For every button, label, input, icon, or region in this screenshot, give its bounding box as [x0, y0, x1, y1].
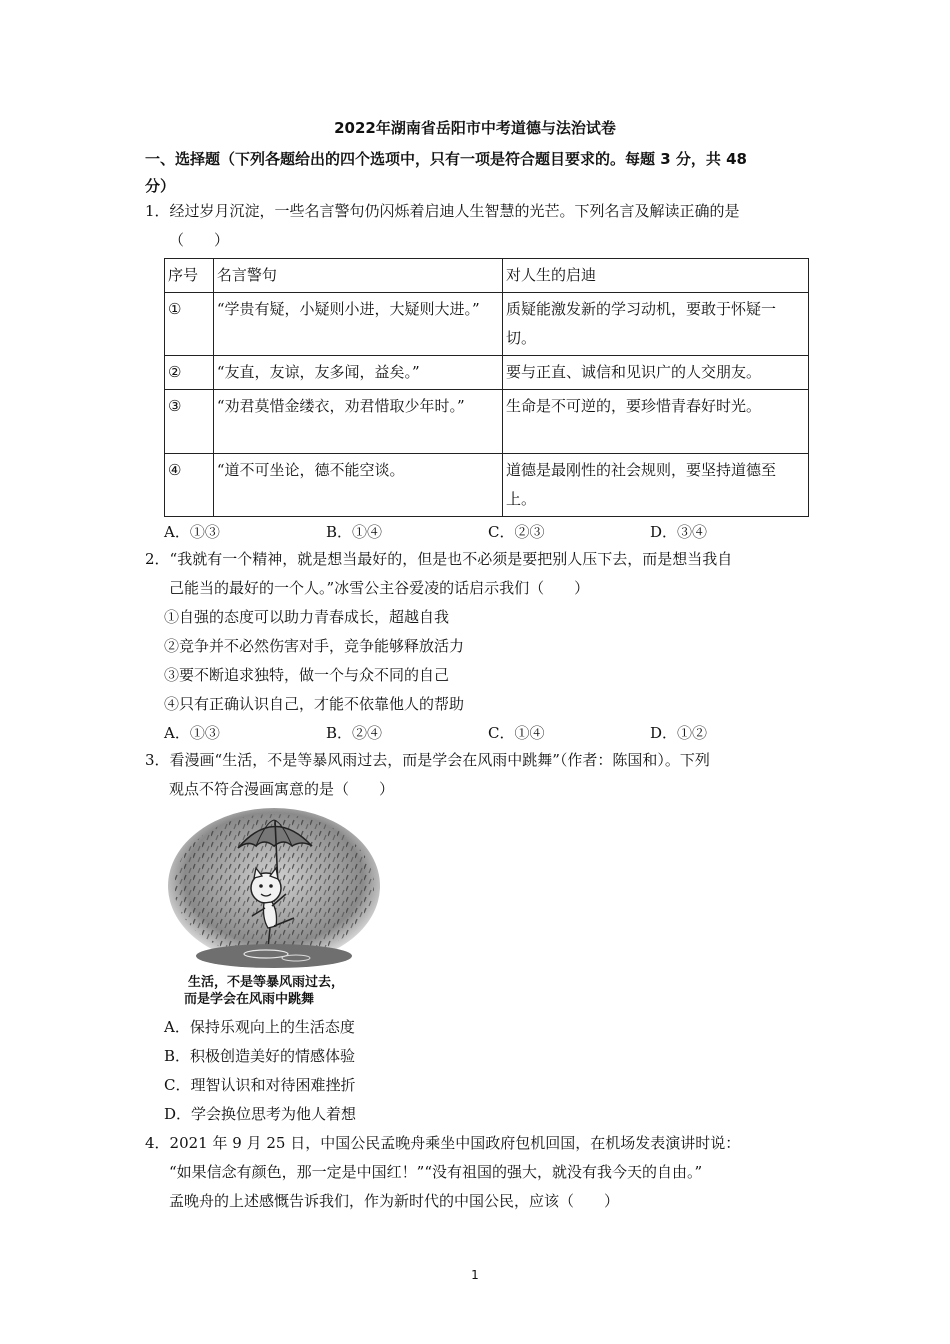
option-c: C．①④ [488, 724, 545, 742]
question-2-statement: ②竞争并不必然伤害对手，竞争能够释放活力 [164, 637, 465, 655]
table-cell: “劝君莫惜金缕衣，劝君惜取少年时。” [213, 390, 502, 454]
question-1-line2: （ ） [169, 231, 230, 249]
option-a: A．①③ [164, 523, 220, 541]
question-1-line1: 1．经过岁月沉淀，一些名言警句仍闪烁着启迪人生智慧的光芒。下列名言及解读正确的是 [145, 202, 740, 220]
table-cell: ③ [165, 390, 214, 454]
cartoon-caption-line1: 生活，不是等暴风雨过去， [188, 975, 345, 990]
option-a: A．①③ [164, 724, 220, 742]
table-header-cell: 名言警句 [213, 259, 502, 293]
question-1-options [164, 521, 812, 542]
question-3-line2: 观点不符合漫画寓意的是（ ） [169, 780, 395, 798]
table-row [165, 454, 809, 517]
question-2-statement: ①自强的态度可以助力青春成长，超越自我 [164, 608, 450, 626]
question-4-line1: 4．2021 年 9 月 25 日，中国公民孟晚舟乘坐中国政府包机回国，在机场发表演讲时说： [145, 1134, 741, 1152]
table-cell: “学贵有疑，小疑则小进，大疑则大进。” [213, 293, 502, 356]
question-3-option: A．保持乐观向上的生活态度 [164, 1018, 355, 1036]
question-1-stem [145, 197, 810, 255]
table-cell: “友直，友谅，友多闻，益矣。” [213, 356, 502, 390]
question-2-options [164, 722, 812, 743]
page-number: 1 [471, 1268, 479, 1282]
table-header-cell: 对人生的启迪 [502, 259, 808, 293]
table-row [165, 293, 809, 356]
question-4-line3: 孟晚舟的上述感慨告诉我们，作为新时代的中国公民，应该（ ） [169, 1192, 620, 1210]
option-d: D．③④ [650, 523, 708, 541]
option-b: B．②④ [326, 724, 383, 742]
question-2-line2: 己能当的最好的一个人。”冰雪公主谷爱凌的话启示我们（ ） [169, 579, 590, 597]
question-3-stem [145, 746, 810, 804]
rain-dance-cartoon [166, 808, 388, 1010]
question-4-stem [145, 1129, 810, 1216]
section-heading [145, 146, 810, 200]
table-cell: 生命是不可逆的，要珍惜青春好时光。 [502, 390, 808, 454]
section-heading-line1: 一、选择题（下列各题给出的四个选项中，只有一项是符合题目要求的。每题 3 分，共 48 [145, 150, 747, 168]
table-row [165, 390, 809, 454]
question-2-line1: 2．“我就有一个精神，就是想当最好的，但是也不必须是要把别人压下去，而是想当我自 [145, 550, 733, 568]
question-3-line1: 3．看漫画“生活，不是等暴风雨过去，而是学会在风雨中跳舞”（作者：陈国和）。下列 [145, 751, 710, 769]
option-d: D．①② [650, 724, 708, 742]
option-c: C．②③ [488, 523, 545, 541]
question-3-option: D．学会换位思考为他人着想 [164, 1105, 357, 1123]
table-cell: 质疑能激发新的学习动机，要敢于怀疑一切。 [502, 293, 808, 356]
question-4-line2: “如果信念有颜色，那一定是中国红！”“没有祖国的强大，就没有我今天的自由。” [169, 1163, 703, 1181]
question-3-option: B．积极创造美好的情感体验 [164, 1047, 356, 1065]
question-2-statement: ③要不断追求独特，做一个与众不同的自己 [164, 666, 450, 684]
page-title: 2022年湖南省岳阳市中考道德与法治试卷 [334, 119, 616, 137]
question-2-statement: ④只有正确认识自己，才能不依靠他人的帮助 [164, 695, 465, 713]
section-heading-line2: 分） [145, 177, 176, 195]
cartoon-caption-line2: 而是学会在风雨中跳舞 [184, 992, 315, 1007]
question-2-stem [145, 545, 810, 603]
option-b: B．①④ [326, 523, 383, 541]
table-cell: 道德是最刚性的社会规则，要坚持道德至上。 [502, 454, 808, 517]
table-header-row [165, 259, 809, 293]
table-cell: ④ [165, 454, 214, 517]
table-cell: 要与正直、诚信和见识广的人交朋友。 [502, 356, 808, 390]
question-3-option: C．理智认识和对待困难挫折 [164, 1076, 356, 1094]
table-cell: “道不可坐论，德不能空谈。 [213, 454, 502, 517]
cartoon-illustration-icon [166, 808, 388, 1010]
table-cell: ① [165, 293, 214, 356]
table-header-cell: 序号 [165, 259, 214, 293]
quotes-table [164, 258, 809, 517]
table-row [165, 356, 809, 390]
table-cell: ② [165, 356, 214, 390]
